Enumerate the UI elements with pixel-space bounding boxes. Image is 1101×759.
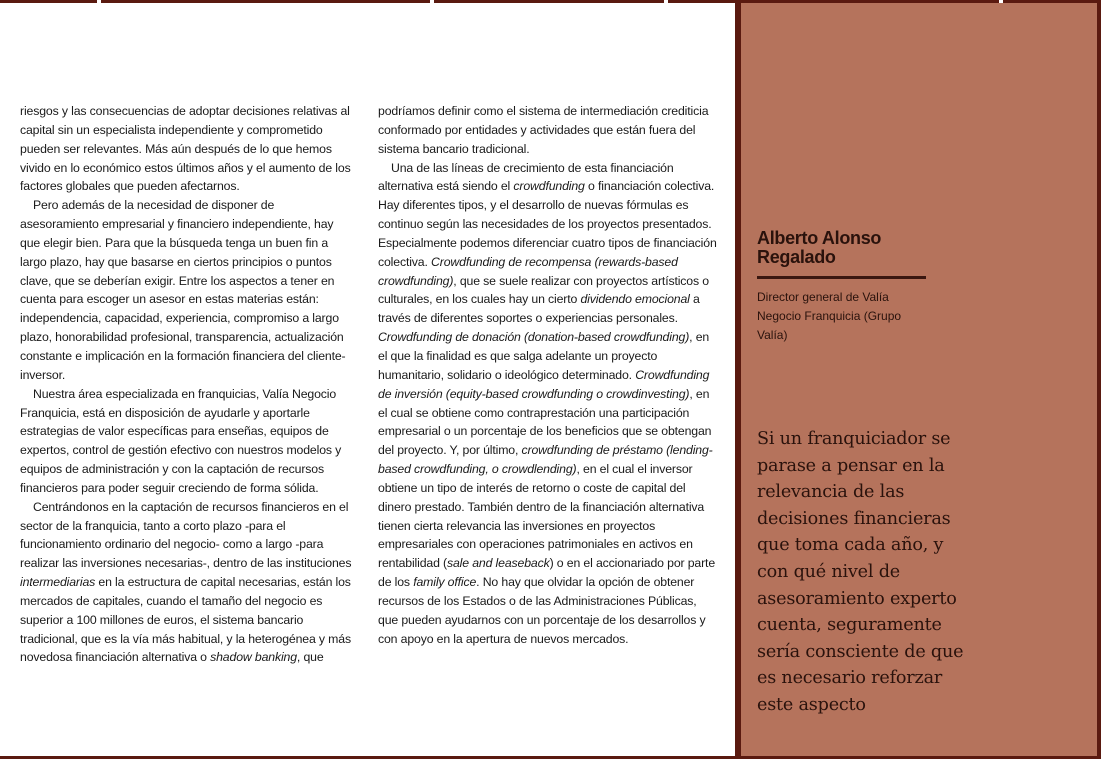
text-run: , que bbox=[296, 650, 324, 665]
text-run: a través de diferentes soportes o experiencias personales. bbox=[378, 292, 700, 326]
italic-run: intermediarias bbox=[20, 575, 96, 590]
text-run: Centrándonos en la captación de recursos financieros en el sector de la franquicia, tanto a corto plazo -para el funcionamiento ordinario del negocio- como a largo -para realizar las inversiones necesarias-, dentro de las instituciones bbox=[20, 499, 352, 571]
italic-run: crowdfunding bbox=[513, 179, 585, 194]
text-run: ) o en el accionariado por parte de los bbox=[378, 556, 716, 590]
italic-run: Crowdfunding de inversión (equity-based crowdfunding o crowdinvesting) bbox=[378, 367, 710, 401]
italic-run: Crowdfunding de donación (donation-based crowdfunding) bbox=[378, 330, 690, 345]
paragraph bbox=[20, 385, 356, 498]
text-run: riesgos y las consecuencias de adoptar decisiones relativas al capital sin un especialista independiente y comprometido pueden ser relevantes. Más aún después de lo que hemos vivido en lo económico estos últimos años y el aumento de los factores globales que pueden afectarnos. bbox=[20, 104, 351, 194]
italic-run: dividendo emocional bbox=[580, 292, 690, 307]
paragraph bbox=[20, 498, 356, 668]
italic-run: shadow banking bbox=[210, 650, 297, 665]
author-sidebar bbox=[741, 3, 1097, 756]
text-run: Pero además de la necesidad de disponer de asesoramiento empresarial y financiero independiente, hay que elegir bien. Para que la búsqueda tenga un buen fin a largo plazo, hay que basarse en ciertos principios o puntos clave, que se deberían exigir. Entre los aspectos a tener en cuenta para escoger un asesor en estas materias están: independencia, capacidad, experiencia, compromiso a largo plazo, honorabilidad profesional, transparencia, actualización constante e implicación en la formación financiera del cliente-inversor. bbox=[20, 198, 346, 382]
italic-run: sale and leaseback bbox=[447, 556, 550, 571]
italic-run: crowdfunding de préstamo (lending-based crowdfunding, o crowdlending) bbox=[378, 443, 713, 477]
text-run: Una de las líneas de crecimiento de esta financiación alternativa está siendo el bbox=[378, 160, 674, 194]
text-run: podríamos definir como el sistema de intermediación crediticia conformado por entidades y actividades que están fuera del sistema bancario tradicional. bbox=[378, 104, 709, 156]
author-divider bbox=[757, 276, 926, 279]
paragraph bbox=[378, 159, 718, 649]
author-role: Director general de Valía Negocio Franquicia (Grupo Valía) bbox=[757, 290, 902, 342]
text-run: o financiación colectiva. Hay diferentes tipos, y el desarrollo de nuevas fórmulas es continuo según las necesidades de los proyectos presentados. Especialmente podemos diferenciar cuatro tipos de financiación colectiva. bbox=[378, 179, 717, 269]
text-run: Nuestra área especializada en franquicias, Valía Negocio Franquicia, está en disposición de ayudarle y aportarle estrategias de valor específicas para enseñas, equipos de expertos, control de gestión efectivo con nuestros modelos y equipos de administración y con la captación de recursos financieros para poder seguir creciendo de forma sólida. bbox=[20, 386, 342, 495]
article-column-2 bbox=[378, 102, 718, 648]
text-run: , en el que la finalidad es que salga adelante un proyecto humanitario, solidario o ideológico determinado. bbox=[378, 330, 710, 382]
italic-run: Crowdfunding de recompensa (rewards-based crowdfunding) bbox=[378, 254, 678, 288]
text-run: . No hay que olvidar la opción de obtener recursos de los Estados o de las Administraciones Públicas, que pueden ayudarnos con un porcentaje de los desarrollos y con apoyo en la apertura de nuevos mercados. bbox=[378, 575, 706, 646]
paragraph bbox=[20, 102, 356, 196]
text-run: , en el cual se obtiene como contraprestación una participación empresarial o un porcentaje de los beneficios que se obtengan del proyecto. Y, por último, bbox=[378, 386, 712, 458]
paragraph bbox=[20, 196, 356, 384]
author-name: Alberto Alonso Regalado bbox=[757, 228, 882, 267]
paragraph bbox=[378, 102, 718, 159]
text-run: , que se suele realizar con proyectos artísticos o culturales, en los cuales hay un cierto bbox=[378, 273, 709, 307]
text-run: , en el cual el inversor obtiene un tipo de interés de retorno o coste de capital del dinero prestado. También dentro de la financiación alternativa tienen cierta relevancia las inversiones en proyectos empresariales con operaciones patrimoniales en activos en rentabilidad ( bbox=[378, 462, 705, 571]
article-column-1 bbox=[20, 102, 356, 667]
pull-quote: Si un franquiciador se parase a pensar en la relevancia de las decisiones financieras que toma cada año, y con qué nivel de asesoramiento experto cuenta, seguramente sería consciente de que es necesario reforzar este aspecto bbox=[757, 429, 964, 715]
text-run: en la estructura de capital necesarias, están los mercados de capitales, cuando el tamaño del negocio es superior a 100 millones de euros, el sistema bancario tradicional, que es la vía más habitual, y la heterogénea y más novedosa financiación alternativa o bbox=[20, 575, 351, 665]
article-page bbox=[0, 3, 735, 756]
italic-run: family office bbox=[413, 575, 477, 590]
